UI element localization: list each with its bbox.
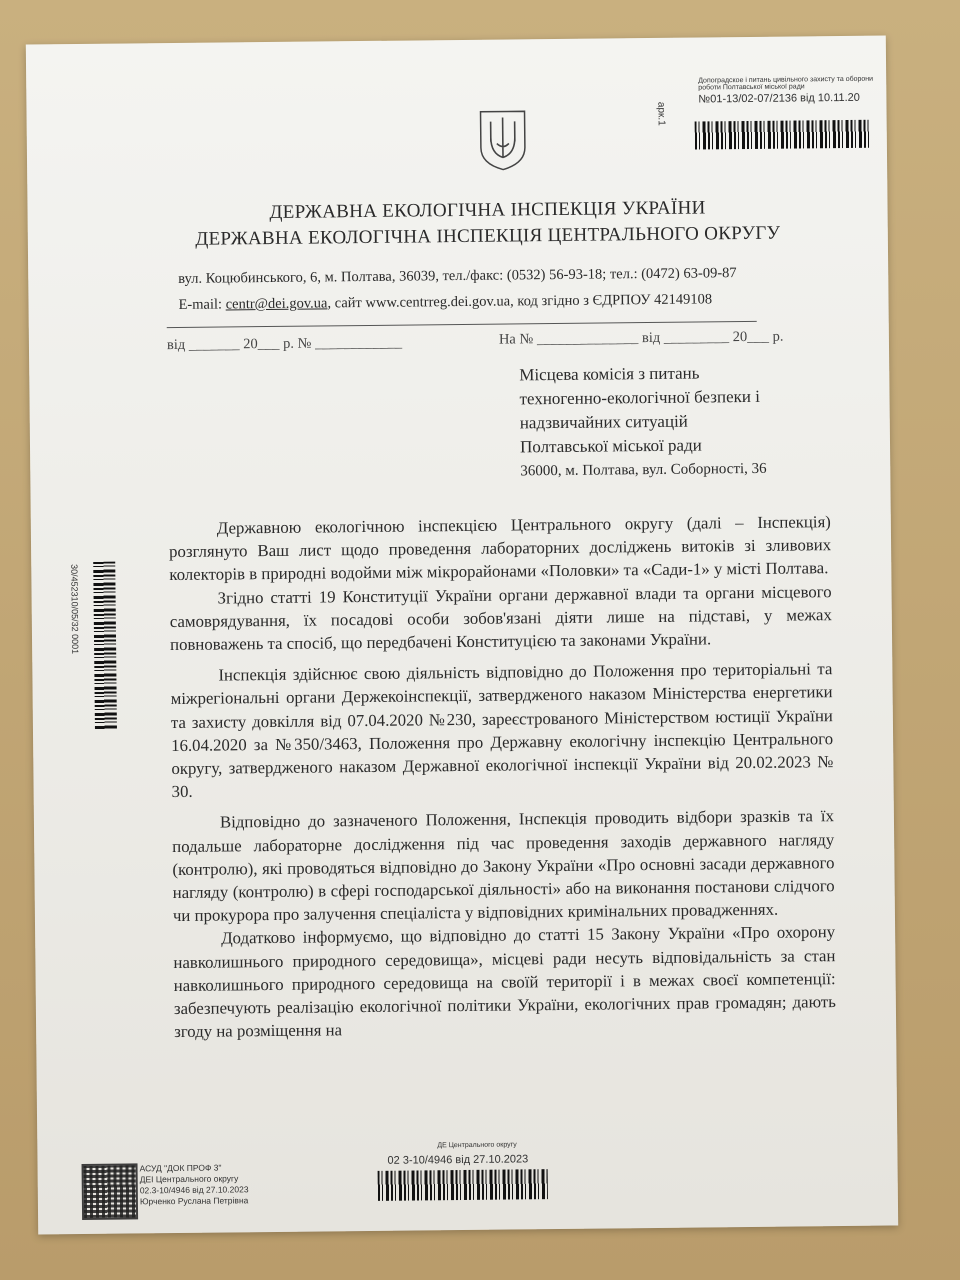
paragraph-2: Згідно статті 19 Конституції України органи державної влади та органи місцевого самоврядування, їх посадові особи зобов'язані діяти лише на підставі, у межах повноважень та спосіб, що передбачені Конституцією та законами України. xyxy=(169,581,832,655)
addressee-block xyxy=(519,360,840,483)
incoming-stamp xyxy=(698,76,878,106)
addressee-line-2: техногенно-екологічної безпеки і xyxy=(519,386,761,409)
footer-barcode xyxy=(378,1169,548,1201)
incoming-reg-line: На № ______________ від _________ 20___ р. xyxy=(498,328,784,348)
outgoing-reg-line: від _______ 20___ р. № ____________ xyxy=(166,334,403,354)
top-barcode xyxy=(695,120,871,150)
asud-stamp xyxy=(140,1162,249,1207)
side-barcode-text: 30/452310/05/32 0001 xyxy=(69,564,81,655)
paragraph-5: Додатково інформуємо, що відповідно до статті 15 Закону України «Про охорону навколишнього природного середовища», місцеві ради несуть відповідальність за стан навколишнього природного середовища на своїй території і в межах своєї компетенції: забезпечують реалізацію екологічної політики України, екологічних прав громадян; дають згоду на розміщення на xyxy=(173,922,836,1042)
footer-org-small: ДЕ Центрального округу xyxy=(437,1141,517,1150)
email-label: E-mail: xyxy=(178,296,226,313)
addressee-line-4: Полтавської міської ради xyxy=(519,435,702,457)
header-divider xyxy=(167,321,757,328)
addressee-line-1: Місцева комісія з питань xyxy=(519,363,700,385)
site-and-code: , сайт www.centrreg.dei.gov.ua, код згідно з ЄДРПОУ 42149108 xyxy=(327,291,713,312)
stamp-line-2: роботи Полтавської міської ради xyxy=(698,83,805,92)
stamp-side-label: арк.1 xyxy=(655,101,667,126)
letter-page xyxy=(26,36,898,1235)
coat-of-arms-icon xyxy=(476,107,529,172)
email-link[interactable]: centr@dei.gov.ua xyxy=(225,295,328,313)
qr-code xyxy=(82,1163,139,1220)
addressee-address: 36000, м. Полтава, вул. Соборності, 36 xyxy=(520,460,767,480)
asud-line-2: ДЕІ Центрального округу xyxy=(139,1173,239,1185)
addressee-line-3: надзвичайних ситуацій xyxy=(519,411,688,433)
paragraph-3: Інспекція здійснює свою діяльність відповідно до Положення про територіальні та міжрегіональні органи Держекоінспекції, затвердженого наказом Міністерства енергетики та захисту довкілля від 07.04.2020 №230, зареєстрованого Міністерством юстиції України 16.04.2020 за №350/3463, Положення про Державну екологічну інспекцію Центрального округу, затвердженого наказом Державної екологічної інспекції України від 20.02.2023 № 30. xyxy=(170,659,834,802)
asud-line-4: Юрченко Руслана Петрівна xyxy=(139,1195,249,1207)
org-address: вул. Коцюбинського, 6, м. Полтава, 36039, тел./факс: (0532) 56-93-18; тел.: (0472) 63-09-87 xyxy=(178,265,737,287)
footer-reg-number: 02 3-10/4946 від 27.10.2023 xyxy=(387,1153,529,1167)
stamp-line-1: Допоградское і питань цивільного захисту та оборони xyxy=(698,75,874,85)
org-title-main: ДЕРЖАВНА ЕКОЛОГІЧНА ІНСПЕКЦІЯ УКРАЇНИ xyxy=(269,197,706,223)
org-title-regional: ДЕРЖАВНА ЕКОЛОГІЧНА ІНСПЕКЦІЯ ЦЕНТРАЛЬНОГО ОКРУГУ xyxy=(195,222,781,250)
asud-line-1: АСУД "ДОК ПРОФ 3" xyxy=(139,1162,222,1174)
paragraph-4: Відповідно до зазначеного Положення, Інспекція проводить відбори зразків та їх подальше лабораторне дослідження під час проведення заходів державного нагляду (контролю), які проводяться відповідно до Закону України «Про основні засади державного нагляду (контролю) в сфері господарської діяльності» або на виконання постанови слідчого чи прокурора про залучення спеціаліста у відповідних кримінальних провадженнях. xyxy=(172,806,835,926)
asud-line-3: 02.3-10/4946 від 27.10.2023 xyxy=(139,1184,249,1196)
paragraph-1: Державною екологічною інспекцією Центрального округу (далі – Інспекція) розглянуто Ваш лист щодо проведення лабораторних досліджень витоків зі зливових колекторів в природні водойми між мікрорайонами «Половки» та «Сади-1» у місті Полтава. xyxy=(169,512,832,585)
letter-body xyxy=(169,510,836,1043)
org-contacts xyxy=(178,290,878,314)
side-barcode xyxy=(93,562,117,730)
stamp-reg-number: №01-13/02-07/2136 від 10.11.20 xyxy=(698,91,860,106)
